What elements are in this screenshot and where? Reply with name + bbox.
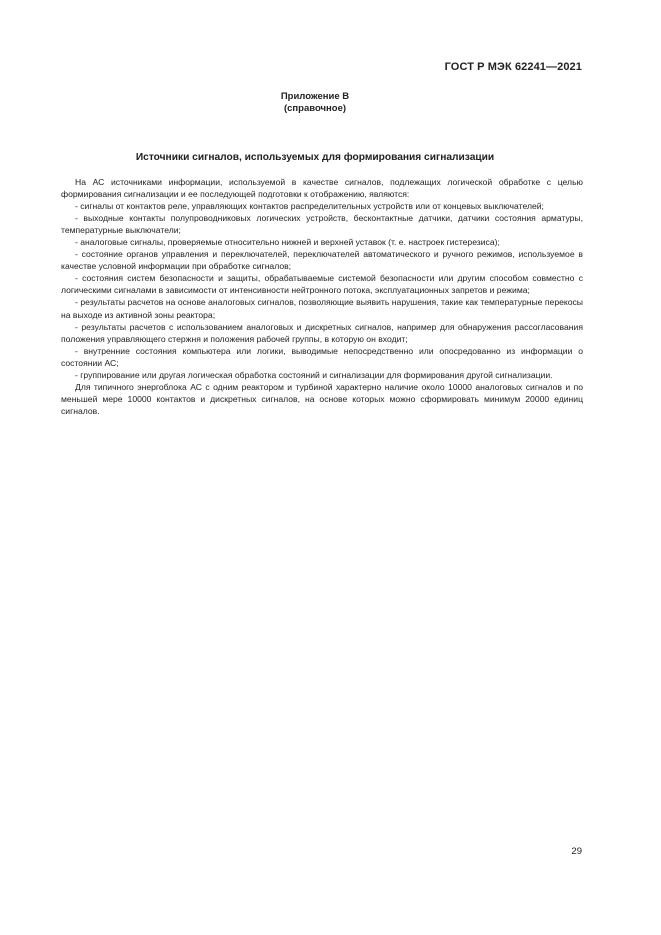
body-text bbox=[61, 176, 583, 417]
appendix-heading bbox=[0, 91, 630, 115]
list-item: - сигналы от контактов реле, управляющих контактов распределительных устройств или от концевых выключателей; bbox=[75, 201, 544, 212]
list-item: - внутренние состояния компьютера или логики, выводимые непосредственно или опосредованно из информации о состоянии АС; bbox=[61, 345, 583, 368]
list-item: - результаты расчетов с использованием аналоговых и дискретных сигналов, например для обнаружения рассогласования положения управляющего стержня и положения рабочей группы, в которую он входит; bbox=[61, 321, 583, 344]
list-item: - выходные контакты полупроводниковых логических устройств, бесконтактные датчики, датчики состояния арматуры, температурные выключатели; bbox=[61, 213, 583, 236]
list-item: - результаты расчетов на основе аналоговых сигналов, позволяющие выявить нарушения, такие как температурные перекосы на выходе из активной зоны реактора; bbox=[61, 297, 583, 320]
list-item: - аналоговые сигналы, проверяемые относительно нижней и верхней уставок (т. е. настроек гистерезиса); bbox=[75, 237, 500, 248]
paragraph: На АС источниками информации, используемой в качестве сигналов, подлежащих логической обработке с целью формирования сигнализации и ее последующей подготовки к отображению, являются: bbox=[61, 177, 583, 200]
page-number: 29 bbox=[571, 846, 582, 857]
section-title: Источники сигналов, используемых для формирования сигнализации bbox=[135, 152, 495, 163]
paragraph: Для типичного энергоблока АС с одним реактором и турбиной характерно наличие около 10000 аналоговых сигналов и по меньшей мере 10000 контактов и дискретных сигналов, на основе которых можно сформировать минимум 20000 единиц сигналов. bbox=[61, 381, 583, 416]
list-item: - состояние органов управления и переключателей, переключателей автоматического и ручного режимов, используемое в качестве условной информации при обработке сигналов; bbox=[61, 249, 583, 272]
standard-id: ГОСТ Р МЭК 62241—2021 bbox=[444, 61, 582, 73]
appendix-title: Приложение В bbox=[280, 91, 350, 102]
appendix-subtitle: (справочное) bbox=[283, 103, 347, 114]
list-item: - группирование или другая логическая обработка состояний и сигнализации для формирования другой сигнализации. bbox=[75, 369, 553, 380]
list-item: - состояния систем безопасности и защиты, обрабатываемые системой безопасности или другим способом совместно с логическими сигналами в зависимости от интенсивности нейтронного потока, эксплуатационных запретов и режима; bbox=[61, 273, 583, 296]
